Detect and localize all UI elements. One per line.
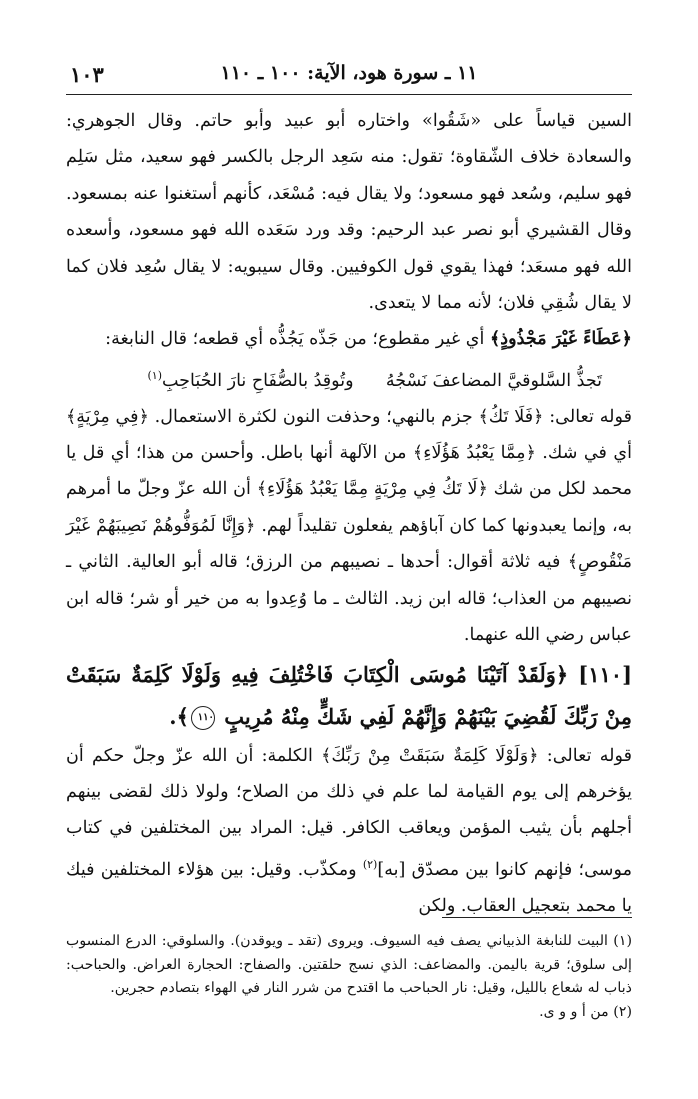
paragraph-text: قوله تعالى: ﴿فَلَا تَكُ﴾ جزم بالنهي؛ وحذفت النون لكثرة الاستعمال. ﴿فِي مِرْيَةٍ﴾ أي في شك. ﴿مِمَّا يَعْبُدُ هَؤُلَاءِ﴾ من الآلهة أنها باطل. وأحسن من هذا؛ أي قل يا محمد لكل من شك ﴿لَا تَكُ فِي مِرْيَةٍ مِمَّا يَعْبُدُ هَؤُلَاءِ﴾ أن الله عزّ وجلّ ما أمرهم به، وإنما يعبدونها كما كان آباؤهم يفعلون تقليداً لهم. ﴿وَإِنَّا لَمُوَفُّوهُمْ نَصِيبَهُمْ غَيْرَ مَنْقُوصٍ﴾ فيه ثلاثة أقوال: أحدها ـ نصيبهم من الرزق؛ قاله أبو العالية. الثاني ـ نصيبهم من العذاب؛ قاله ابن زيد. الثالث ـ ما وُعِدوا به من خير أو شر؛ قاله ابن عباس رضي الله عنهما. — [66, 406, 632, 646]
ayah-number-mark: ١١٠ — [191, 706, 215, 730]
paragraph-text: قوله تعالى: ﴿وَلَوْلَا كَلِمَةٌ سَبَقَتْ مِنْ رَبِّكَ﴾ الكلمة: أن الله عزّ وجلّ حكم أن يؤخرهم إلى يوم القيامة لما علم في ذلك من الصلاح؛ ولولا ذلك لقضى بينهم أجلهم بأن يثيب المؤمن ويعاقب الكافر. قيل: المراد بين المختلفين في كتاب موسى؛ فإنهم كانوا بين مصدّق [به] — [66, 745, 632, 880]
main-text — [66, 103, 632, 924]
footnote-1: (١) البيت للنابغة الذبياني يصف فيه السيوف. ويروى (تقد ـ ويوقدن). والسلوقي: الدرع المنسوب إلى سلوق؛ قرية باليمن. والمضاعف: الذي نسج حلقتين. والصفاح: الحجارة العراض. والحباحب: ذباب له شعاع بالليل، وقيل: نار الحباحب ما اقتدح من شرر النار في الهواء بتصادم حجرين. — [66, 933, 632, 996]
verse-close: ﴾. — [169, 703, 189, 729]
verse-number: [١١٠] — [578, 661, 632, 687]
page-number: ١٠٣ — [70, 62, 104, 87]
paragraph-text: أي غير مقطوع؛ من جَذّه يَجُذُّه أي قطعه؛ قال النابغة: — [105, 329, 490, 350]
quran-quote: ﴿عَطَاءً غَيْرَ مَجْذُوذٍ﴾ — [490, 328, 632, 350]
poem-verse — [66, 358, 632, 399]
paragraph — [66, 321, 632, 357]
poem-hemistich-first: تَجذُّ السَّلوقيَّ المضاعفَ نَسْجُهُ — [385, 370, 602, 391]
footnotes — [66, 930, 632, 1024]
verse-text: ﴿وَلَقَدْ آتَيْنَا مُوسَى الْكِتَابَ فَاخْتُلِفَ فِيهِ وَلَوْلَا كَلِمَةٌ سَبَقَتْ مِنْ رَبِّكَ لَقُضِيَ بَيْنَهُمْ وَإِنَّهُمْ لَفِي شَكٍّ مِنْهُ مُرِيبٍ — [66, 661, 632, 729]
header-rule — [66, 94, 632, 95]
paragraph-text: السين قياساً على «شَقُوا» واختاره أبو عبيد وأبو حاتم. وقال الجوهري: والسعادة خلاف الشّقاوة؛ تقول: منه سَعِد الرجل بالكسر فهو سعيد، مثل سَلِم فهو سليم، وسُعد فهو مسعود؛ ولا يقال فيه: مُسْعَد، كأنهم أستغنوا عنه بمسعود. وقال القشيري أبو نصر عبد الرحيم: وقد ورد سَعَده الله فهو مسعود، وأسعده الله فهو مسعَد؛ فهذا يقوي قول الكوفيين. وقال سيبويه: لا يقال سُعِد فلان كما لا يقال شُقِي فلان؛ لأنه مما لا يتعدى. — [66, 111, 632, 314]
footnote-ref: (٢) — [362, 857, 378, 871]
footnote-2: (٢) من أ و و ى. — [539, 1003, 632, 1020]
paragraph — [66, 399, 632, 654]
paragraph-text: ومكذّب. وقيل: بين هؤلاء المختلفين فيك يا محمد بتعجيل العقاب. ولكن — [66, 859, 632, 916]
paragraph — [66, 738, 632, 925]
footnote-ref: (١) — [147, 368, 162, 382]
running-title: ١١ ـ سورة هود، الآية: ١٠٠ ـ ١١٠ — [220, 62, 478, 84]
footnote-rule — [442, 917, 632, 918]
poem-hemistich-second — [111, 358, 354, 399]
paragraph — [66, 103, 632, 321]
quran-verse-block — [66, 654, 632, 738]
page-header — [70, 62, 628, 88]
poem-hemistich-text: وتُوقِدُ بالصُّفَاحِ نارَ الحُبَاحِبِ — [161, 370, 354, 391]
